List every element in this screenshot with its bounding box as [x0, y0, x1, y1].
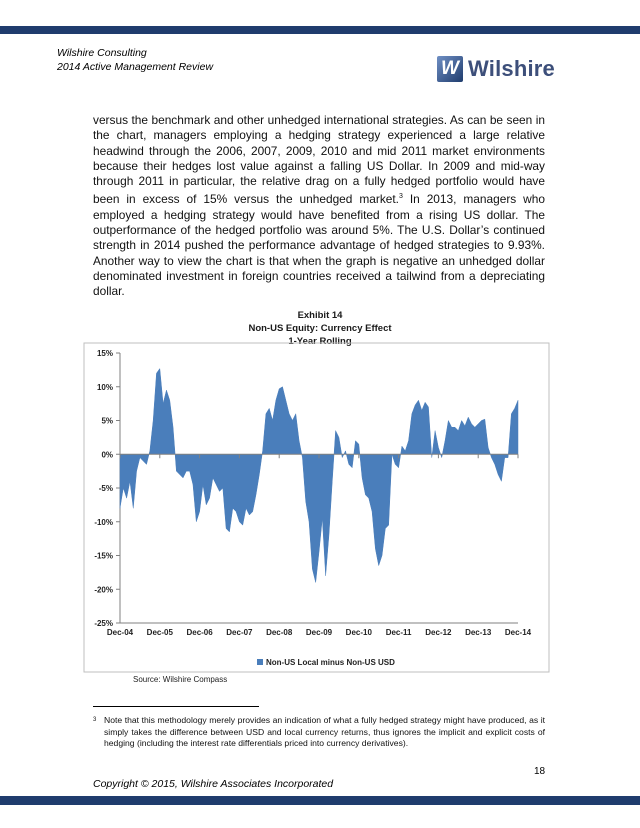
- x-tick-label: Dec-04: [106, 628, 134, 637]
- y-tick-label: 0%: [101, 450, 113, 460]
- x-tick-label: Dec-14: [504, 628, 532, 637]
- series-area: [120, 369, 518, 583]
- y-tick-label: -15%: [94, 551, 113, 561]
- logo-text: Wilshire: [468, 56, 555, 81]
- legend-label: Non-US Local minus Non-US USD: [266, 658, 395, 667]
- x-tick-label: Dec-05: [146, 628, 173, 637]
- x-tick-label: Dec-13: [465, 628, 492, 637]
- footnote: [93, 715, 545, 750]
- y-tick-label: 15%: [96, 349, 113, 358]
- exhibit-title: Non-US Equity: Currency Effect: [248, 323, 392, 334]
- logo-mark-icon: W: [437, 56, 463, 82]
- body-text-part2: In 2013, managers who employed a hedging strategy would have benefited from a rising US dollar. The outperformance of the hedged portfolio was around 5%. The U.S. Dollar’s continued strength in 2014 pushed the performance advantage of hedged strategies to 9.93%. Another way to view the chart is that when the graph is negative an unhedged dollar denominated investment in foreign countries received a tailwind from a depreciating dollar.: [93, 192, 545, 299]
- wilshire-logo: [437, 53, 555, 85]
- exhibit-subtitle: 1-Year Rolling: [288, 336, 352, 347]
- x-tick-label: Dec-11: [385, 628, 412, 637]
- x-tick-label: Dec-10: [345, 628, 372, 637]
- x-tick-label: Dec-08: [266, 628, 293, 637]
- footnote-text: Note that this methodology merely provides an indication of what a fully hedged strategy might have produced, as it simply takes the difference between USD and local currency returns, thus ignores the implicit and explicit costs of hedging (including the interest rate differentials priced into currency derivatives).: [104, 715, 545, 748]
- copyright-notice: Copyright © 2015, Wilshire Associates Incorporated: [93, 778, 334, 790]
- y-tick-label: -20%: [94, 585, 113, 595]
- y-tick-label: -10%: [94, 517, 113, 527]
- y-tick-label: -25%: [94, 619, 113, 628]
- x-tick-label: Dec-07: [226, 628, 253, 637]
- exhibit-number: Exhibit 14: [297, 310, 343, 321]
- body-paragraph: [93, 113, 545, 300]
- header-report-title: 2014 Active Management Review: [57, 61, 214, 73]
- y-tick-label: 5%: [101, 416, 113, 426]
- x-tick-label: Dec-06: [186, 628, 213, 637]
- top-accent-bar: [0, 26, 640, 34]
- legend-swatch: [257, 659, 263, 665]
- y-tick-label: 10%: [96, 382, 113, 392]
- currency-effect-chart: [0, 340, 640, 675]
- footnote-number: 3: [93, 717, 97, 723]
- header-company: Wilshire Consulting: [57, 47, 147, 59]
- bottom-accent-bar: [0, 796, 640, 805]
- chart-source: Source: Wilshire Compass: [133, 675, 228, 684]
- y-tick-label: -5%: [98, 484, 113, 493]
- page-number: 18: [534, 766, 546, 777]
- x-tick-label: Dec-09: [305, 628, 333, 637]
- x-tick-label: Dec-12: [425, 628, 452, 637]
- body-text-part1: versus the benchmark and other unhedged international strategies. As can be seen in the chart, managers employing a hedging strategy experienced a large relative headwind through the 2006, 2007, 2009, 2010 and mid 2011 market environments because their hedges lost value against a falling US Dollar. In 2009 and mid-way through 2011 in particular, the relative drag on a fully hedged portfolio would have been in excess of 15% versus the unhedged market.: [93, 113, 545, 207]
- footnote-divider: [93, 706, 259, 707]
- footnote-reference[interactable]: 3: [399, 193, 403, 201]
